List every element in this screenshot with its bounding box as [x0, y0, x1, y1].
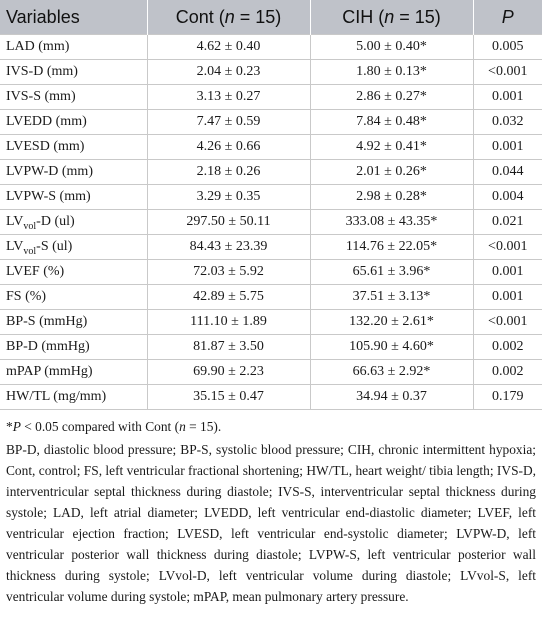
p-value: 0.002	[473, 360, 542, 385]
table-row	[0, 385, 542, 410]
table-body	[0, 35, 542, 410]
label-text: LVPW-S (mm)	[6, 189, 91, 204]
p-value: 0.001	[473, 285, 542, 310]
sig-text: < 0.05 compared with Cont (	[20, 419, 180, 434]
label-text: BP-D (mmHg)	[6, 339, 90, 354]
header-text: = 15)	[394, 6, 441, 27]
table-header	[0, 0, 542, 35]
label-text: LVESD (mm)	[6, 139, 85, 154]
cont-value: 35.15 ± 0.47	[147, 385, 310, 410]
table-row	[0, 260, 542, 285]
label-text: LAD (mm)	[6, 39, 70, 54]
table-row	[0, 110, 542, 135]
table-row	[0, 85, 542, 110]
p-value: 0.001	[473, 260, 542, 285]
row-label	[0, 135, 147, 160]
header-row	[0, 0, 542, 35]
cont-value: 42.89 ± 5.75	[147, 285, 310, 310]
header-italic: P	[501, 6, 514, 27]
header-text: = 15)	[234, 6, 282, 27]
header-text: Cont (	[175, 6, 225, 27]
label-subscript: vol	[23, 220, 37, 232]
label-text: -S (ul)	[36, 239, 73, 254]
column-header: Variables	[0, 0, 147, 35]
header-text: CIH (	[342, 6, 385, 27]
cih-value: 105.90 ± 4.60*	[310, 335, 473, 360]
row-label	[0, 335, 147, 360]
table-row	[0, 310, 542, 335]
table-row	[0, 235, 542, 260]
sig-n: n	[179, 419, 186, 434]
cont-value: 297.50 ± 50.11	[147, 210, 310, 235]
column-header	[147, 0, 310, 35]
cont-value: 81.87 ± 3.50	[147, 335, 310, 360]
cih-value: 1.80 ± 0.13*	[310, 60, 473, 85]
label-text: LV	[6, 239, 24, 254]
label-text: IVS-S (mm)	[6, 89, 76, 104]
row-label	[0, 185, 147, 210]
sig-end: = 15).	[185, 419, 222, 434]
sig-p: P	[12, 419, 21, 434]
label-text: mPAP (mmHg)	[6, 364, 93, 379]
cih-value: 5.00 ± 0.40*	[310, 35, 473, 60]
label-text: HW/TL (mg/mm)	[6, 389, 107, 404]
p-value: 0.044	[473, 160, 542, 185]
p-value: 0.001	[473, 135, 542, 160]
cih-value: 37.51 ± 3.13*	[310, 285, 473, 310]
label-text: FS (%)	[6, 289, 47, 304]
cont-value: 111.10 ± 1.89	[147, 310, 310, 335]
table-row	[0, 35, 542, 60]
cont-value: 72.03 ± 5.92	[147, 260, 310, 285]
table-row	[0, 210, 542, 235]
table-row	[0, 360, 542, 385]
cont-value: 4.62 ± 0.40	[147, 35, 310, 60]
p-value: <0.001	[473, 235, 542, 260]
row-label	[0, 360, 147, 385]
cont-value: 3.29 ± 0.35	[147, 185, 310, 210]
row-label	[0, 35, 147, 60]
table-row	[0, 185, 542, 210]
cih-value: 333.08 ± 43.35*	[310, 210, 473, 235]
table-row	[0, 335, 542, 360]
abbreviations-note: BP-D, diastolic blood pressure; BP-S, systolic blood pressure; CIH, chronic intermittent hypoxia; Cont, control; FS, left ventricular fractional shortening; HW/TL, heart weight/ tibia length; IVS-D, interventricular septal thickness during diastole; IVS-S, interventricular septal thickness during systole; LAD, left atrial diameter; LVEDD, left ventricular end-diastolic diameter; LVEF, left ventricular ejection fraction; LVESD, left ventricular end-systolic diameter; LVPW-D, left ventricular posterior wall thickness during diastole; LVPW-S, left ventricular posterior wall thickness during systole; LVvol-D, left ventricular volume during diastole; LVvol-S, left ventricular volume during systole; mPAP, mean pulmonary artery pressure.	[6, 442, 536, 604]
table-footnotes	[0, 410, 542, 607]
row-label	[0, 260, 147, 285]
row-label	[0, 160, 147, 185]
label-text: -D (ul)	[36, 214, 75, 229]
table-row	[0, 285, 542, 310]
cont-value: 84.43 ± 23.39	[147, 235, 310, 260]
cont-value: 2.04 ± 0.23	[147, 60, 310, 85]
row-label	[0, 385, 147, 410]
p-value: 0.002	[473, 335, 542, 360]
table-row	[0, 60, 542, 85]
cih-value: 4.92 ± 0.41*	[310, 135, 473, 160]
label-text: BP-S (mmHg)	[6, 314, 88, 329]
significance-note	[6, 416, 536, 437]
p-value: 0.005	[473, 35, 542, 60]
header-italic: n	[224, 6, 235, 27]
header-italic: n	[384, 6, 395, 27]
label-text: LVEDD (mm)	[6, 114, 87, 129]
p-value: 0.021	[473, 210, 542, 235]
cih-value: 34.94 ± 0.37	[310, 385, 473, 410]
cih-value: 65.61 ± 3.96*	[310, 260, 473, 285]
cont-value: 3.13 ± 0.27	[147, 85, 310, 110]
column-header	[310, 0, 473, 35]
row-label	[0, 60, 147, 85]
p-value: 0.032	[473, 110, 542, 135]
p-value: 0.179	[473, 385, 542, 410]
label-text: LVPW-D (mm)	[6, 164, 93, 179]
label-text: LV	[6, 214, 24, 229]
cih-value: 7.84 ± 0.48*	[310, 110, 473, 135]
cont-value: 2.18 ± 0.26	[147, 160, 310, 185]
cih-value: 2.98 ± 0.28*	[310, 185, 473, 210]
table-row	[0, 135, 542, 160]
row-label	[0, 310, 147, 335]
row-label	[0, 235, 147, 260]
p-value: <0.001	[473, 60, 542, 85]
row-label	[0, 285, 147, 310]
cont-value: 69.90 ± 2.23	[147, 360, 310, 385]
p-value: 0.001	[473, 85, 542, 110]
cih-value: 114.76 ± 22.05*	[310, 235, 473, 260]
row-label	[0, 110, 147, 135]
cih-value: 132.20 ± 2.61*	[310, 310, 473, 335]
cih-value: 2.86 ± 0.27*	[310, 85, 473, 110]
cont-value: 4.26 ± 0.66	[147, 135, 310, 160]
column-header	[473, 0, 542, 35]
cont-value: 7.47 ± 0.59	[147, 110, 310, 135]
label-text: LVEF (%)	[6, 264, 65, 279]
label-subscript: vol	[23, 245, 37, 257]
label-text: IVS-D (mm)	[6, 64, 78, 79]
cih-value: 2.01 ± 0.26*	[310, 160, 473, 185]
row-label	[0, 85, 147, 110]
row-label	[0, 210, 147, 235]
p-value: 0.004	[473, 185, 542, 210]
sig-star: *	[6, 419, 13, 434]
p-value: <0.001	[473, 310, 542, 335]
table-row	[0, 160, 542, 185]
cih-value: 66.63 ± 2.92*	[310, 360, 473, 385]
